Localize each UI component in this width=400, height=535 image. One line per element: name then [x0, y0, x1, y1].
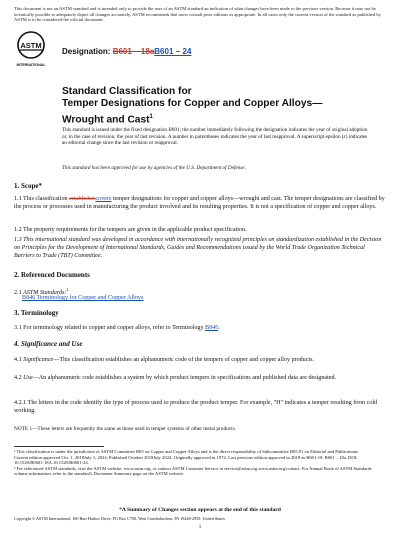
reference-b846[interactable] [22, 295, 394, 303]
paragraph-4-2-1: 4.2.1 The letters in the code identify the type of process used to produce the product temper. For example, "H" indicates a temper resulting from cold working. [14, 400, 378, 414]
p3-1-pre: 3.1 For terminology related to copper and copper alloys, refer to Terminology [14, 325, 206, 331]
disclaimer-text: This document is not an ASTM standard and is intended only to provide the user of an ASTM standard an indication of what changes have been made to the previous version. Because it may not be technically possible to adequately depict all changes accurately, ASTM recommends that users consult prior editions as appropriate. In all cases only the current version of the standard as published by ASTM is to be considered the official document. [14, 6, 381, 23]
designation-new: B601 − 24 [154, 47, 192, 56]
p1-1-inserted: covers [95, 196, 112, 202]
p1-1-deleted: establishes [69, 196, 96, 202]
reference-b846-code[interactable]: B846 [22, 295, 36, 301]
designation [62, 47, 191, 56]
p1-1-pre: 1.1 This classification [14, 196, 70, 202]
svg-text:INTERNATIONAL: INTERNATIONAL [16, 63, 46, 67]
astm-logo [16, 30, 46, 76]
section-heading-scope: 1. Scope* [14, 182, 42, 190]
p4-1-label: 4.1 [14, 357, 24, 363]
p2-1-label: 2.1 [14, 290, 24, 297]
p1-1-post: temper designations for copper and copper alloys—wrought and cast. The temper designations are classified by the process or processes used in manufacturing the product involved and its resulting properties. It is not a specification of copper and copper alloys. [14, 196, 385, 210]
footnote-divider [14, 446, 104, 447]
designation-old: B601 − 18a [112, 47, 155, 56]
footnote-2: ² For referenced ASTM standards, visit the ASTM website, www.astm.org, or contact ASTM Customer Service at service@astm.org.www.astm.org/contact. For Annual Book of ASTM Standards volume information, refer to the standard's Document Summary page on the ASTM website. [14, 465, 372, 477]
p2-1-footnote-marker: 2 [66, 287, 69, 292]
paragraph-1-3: 1.3 This international standard was developed in accordance with internationally recognized principles on standardization established in the Decision on Principles for the Development of International Standards, Guides and Recommendations issued by the World Trade Organization Technical Barriers to Trade (TBT) Committee. [14, 237, 382, 259]
svg-text:ASTM: ASTM [20, 41, 42, 50]
paragraph-3-1 [14, 325, 386, 333]
p4-1-italic: Significance [23, 357, 54, 363]
designation-label: Designation: [62, 47, 111, 56]
p3-1-ref-link[interactable]: B846 [205, 325, 219, 331]
title-footnote-marker: 1 [149, 113, 153, 120]
reference-b846-title[interactable]: Terminology for Copper and Copper Alloys [35, 295, 144, 301]
footnote-1: ¹ This classification is under the jurisdiction of ASTM Committee B05 on Copper and Copper Alloys and is the direct responsibility of Subcommittee B05.91 on Editorial and Publications. [14, 449, 360, 454]
p4-2-label: 4.2 [14, 375, 24, 381]
paragraph-4-2 [14, 375, 386, 383]
section-heading-significance-and-use: 4. Significance and Use [14, 340, 83, 348]
title-line-3: Wrought and Cast [62, 114, 150, 126]
summary-of-changes-note: *A Summary of Changes section appears at the end of this standard [119, 507, 281, 513]
copyright: Copyright © ASTM International, 100 Barr Harbor Drive, PO Box C700, West Conshohocken, PA 19428-2959. United States [14, 516, 225, 521]
p3-1-post: . [218, 325, 220, 331]
title-line-2: Temper Designations for Copper and Copper Alloys— [62, 98, 323, 110]
document-title [62, 86, 362, 127]
footnotes [14, 449, 386, 477]
paragraph-1-1 [14, 196, 386, 212]
paragraph-1-2: 1.2 The property requirements for the tempers are given in the applicable product specification. [14, 227, 247, 233]
approval-note: This standard has been approved for use by agencies of the U.S. Department of Defense. [62, 165, 246, 171]
p2-1-italic: ASTM Standards: [23, 290, 67, 297]
footnote-1-edition: Current edition approved Oct. 1, 2018July 1, 2024. Published October 2018July 2024. Originally approved in 1974. Last previous edition approved in 2018 as B601-18. B601 – 18a. DOI: 10.1520/B0601-18A.10.1520/B0601-24. [14, 454, 358, 466]
abstract: This standard is issued under the fixed designation B601; the number immediately following the designation indicates the year of original adoption or, in the case of revision, the year of last revision. A number in parentheses indicates the year of last reapproval. A superscript epsilon (ε) indicates an editorial change since the last revision or reapproval. [62, 127, 368, 146]
section-heading-referenced-documents: 2. Referenced Documents [14, 271, 90, 279]
note-1: NOTE 1—These letters are frequently the same as those used in temper systems of other metal products. [14, 426, 236, 432]
title-line-1: Standard Classification for [62, 86, 192, 97]
p4-2-text: —An alphanumeric code establishes a system by which product tempers in specifications and published data are designated. [32, 375, 337, 381]
p4-2-italic: Use [23, 375, 33, 381]
page-number: 1 [198, 525, 202, 530]
section-heading-terminology: 3. Terminology [14, 309, 59, 317]
paragraph-4-1 [14, 357, 386, 365]
p4-1-text: —This classification establishes an alphanumeric code of the tempers of copper and copper alloy products. [53, 357, 315, 363]
